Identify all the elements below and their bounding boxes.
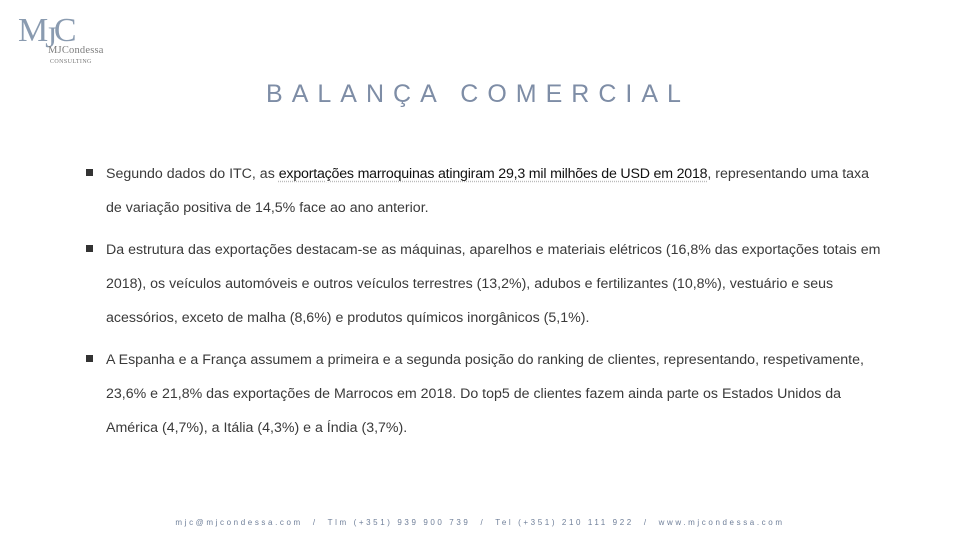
- company-logo: [14, 12, 124, 72]
- footer-separator: /: [312, 518, 318, 527]
- page-title: BALANÇA COMERCIAL: [266, 80, 690, 108]
- bullet-square-icon: [86, 169, 93, 176]
- logo-wordmark: MJCondessa: [48, 45, 104, 56]
- bullet-paragraph-exports: [86, 157, 886, 225]
- bullet-square-icon: [86, 355, 93, 362]
- paragraph-text-before: Segundo dados do ITC, as: [106, 166, 279, 182]
- logo-tagline: CONSULTING: [50, 59, 92, 65]
- logo-monogram-m: M: [18, 12, 46, 49]
- logo-monogram-c: C: [53, 12, 74, 49]
- footer-phone: Tel (+351) 210 111 922: [495, 518, 634, 527]
- bullet-paragraph-export-structure: [86, 233, 886, 335]
- paragraph-text: A Espanha e a França assumem a primeira e a segunda posição do ranking de clientes, representando, respetivamente, 23,6% e 21,8% das exportações de Marrocos em 2018. Do top5 de clientes fazem ainda parte os Estados Unidos da América (4,7%), a Itália (4,3%) e a Índia (3,7%).: [106, 352, 864, 436]
- logo-monogram-j: J: [45, 21, 54, 54]
- footer-email[interactable]: mjc@mjcondessa.com: [175, 518, 303, 527]
- bullet-list: [86, 157, 886, 453]
- footer-mobile: Tlm (+351) 939 900 739: [327, 518, 471, 527]
- footer-contact: [0, 518, 960, 527]
- footer-separator: /: [643, 518, 649, 527]
- footer-website[interactable]: www.mjcondessa.com: [658, 518, 785, 527]
- logo-monogram: [18, 12, 74, 54]
- footer-separator: /: [480, 518, 486, 527]
- paragraph-text: Da estrutura das exportações destacam-se as máquinas, aparelhos e materiais elétricos (16,8% das exportações totais em 2018), os veículos automóveis e outros veículos terrestres (13,2%), adubos e fertilizantes (10,8%), vestuário e seus acessórios, exceto de malha (8,6%) e produtos químicos inorgânicos (5,1%).: [106, 242, 881, 326]
- bullet-paragraph-clients-ranking: [86, 343, 886, 445]
- paragraph-text-after: , representando uma taxa de variação positiva de 14,5% face ao ano anterior.: [106, 166, 870, 216]
- paragraph-text-emphasis: exportações marroquinas atingiram 29,3 mil milhões de USD em 2018: [278, 166, 708, 182]
- bullet-square-icon: [86, 245, 93, 252]
